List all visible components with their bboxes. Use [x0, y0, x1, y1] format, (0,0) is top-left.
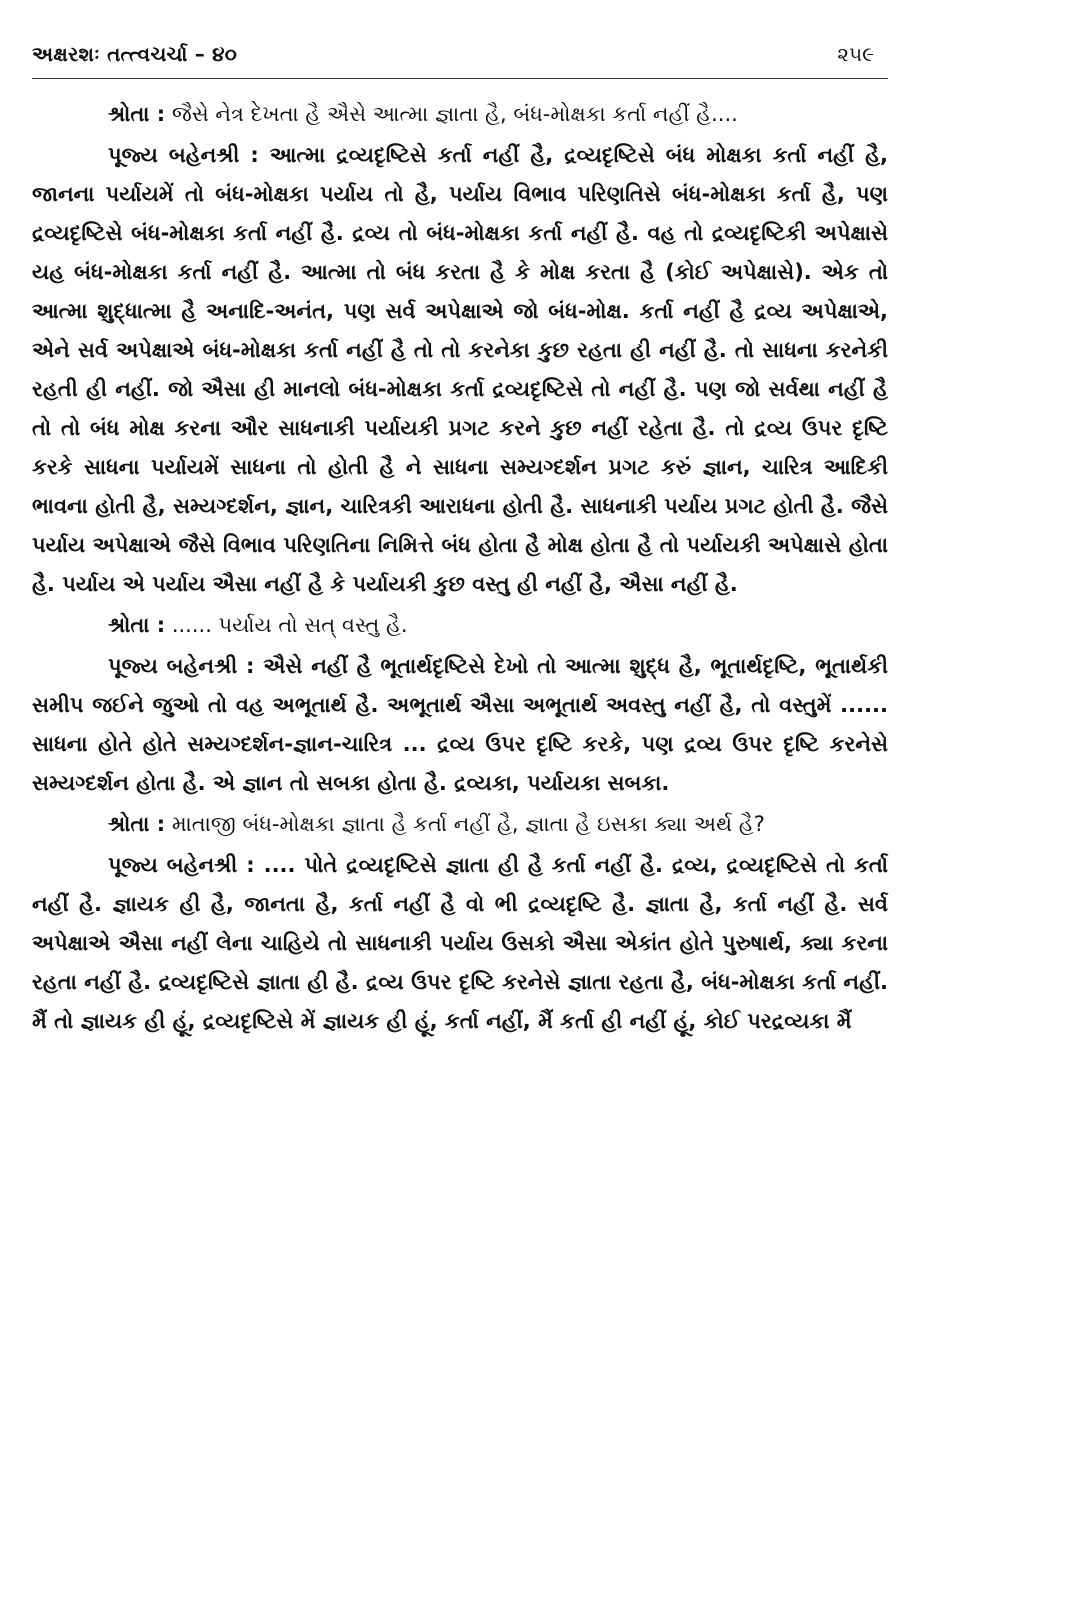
paragraph-behenshri-3 — [32, 846, 888, 1041]
speaker-label: શ્રોતા : — [108, 812, 166, 836]
speaker-label: શ્રોતા : — [108, 613, 166, 637]
page-body — [32, 95, 888, 1041]
paragraph-listener-3 — [32, 805, 888, 844]
paragraph-behenshri-2 — [32, 647, 888, 803]
paragraph-text: .... પોતે દ્રવ્યદૃષ્ટિસે જ્ઞાતા હી હૈ કર્તા નહીં હૈ. દ્રવ્ય, દ્રવ્યદૃષ્ટિસે તો કર્તા નહીં હૈ. જ્ઞાયક હી હૈ, જાનતા હૈ, કર્તા નહીં હૈ વો ભી દ્રવ્યદૃષ્ટિ હૈ. જ્ઞાતા હૈ, કર્તા નહીં હૈ. સર્વ અપેક્ષાએ ઐસા નહીં લેના ચાહિયે તો સાધનાકી પર્યાય ઉસકો ઐસા એકાંત હોતે પુરુષાર્થ, ક્યા કરના રહતા નહીં હૈ. દ્રવ્યદૃષ્ટિસે જ્ઞાતા હી હૈ. દ્રવ્ય ઉપર દૃષ્ટિ કરનેસે જ્ઞાતા રહતા હૈ, બંધ-મોક્ષકા કર્તા નહીં. મૈં તો જ્ઞાયક હી હૂં, દ્રવ્યદૃષ્ટિસે મેં જ્ઞાયક હી હૂં, કર્તા નહીં, મૈં કર્તા હી નહીં હૂં, કોઈ પરદ્રવ્યકા મૈં — [32, 853, 888, 1033]
paragraph-listener-2 — [32, 606, 888, 645]
paragraph-text: ઐસે નહીં હૈ ભૂતાર્થદૃષ્ટિસે દેખો તો આત્મા શુદ્ધ હૈ, ભૂતાર્થદૃષ્ટિ, ભૂતાર્થકી સમીપ જઈને જુઓ તો વહ અભૂતાર્થ હૈ. અભૂતાર્થ ઐસા અભૂતાર્થ અવસ્તુ નહીં હૈ, તો વસ્તુમેં ...... સાધના હોતે હોતે સમ્યગ્દર્શન-જ્ઞાન-ચારિત્ર ... દ્રવ્ય ઉપર દૃષ્ટિ કરકે, પણ દ્રવ્ય ઉપર દૃષ્ટિ કરનેસે સમ્યગ્દર્શન હોતા હૈ. એ જ્ઞાન તો સબકા હોતા હૈ. દ્રવ્યકા, પર્યાયકા સબકા. — [32, 654, 888, 795]
paragraph-text: આત્મા દ્રવ્યદૃષ્ટિસે કર્તા નહીં હૈ, દ્રવ્યદૃષ્ટિસે બંધ મોક્ષકા કર્તા નહીં હૈ, જાનના પર્યાયમેં તો બંધ-મોક્ષકા પર્યાય તો હૈ, પર્યાય વિભાવ પરિણતિસે બંધ-મોક્ષકા કર્તા હૈ, પણ દ્રવ્યદૃષ્ટિસે બંધ-મોક્ષકા કર્તા નહીં હૈ. દ્રવ્ય તો બંધ-મોક્ષકા કર્તા નહીં હૈ. વહ તો દ્રવ્યદૃષ્ટિકી અપેક્ષાસે યહ બંધ-મોક્ષકા કર્તા નહીં હૈ. આત્મા તો બંધ કરતા હૈ કે મોક્ષ કરતા હૈ (કોઈ અપેક્ષાસે). એક તો આત્મા શુદ્ધાત્મા હૈ અનાદિ-અનંત, પણ સર્વ અપેક્ષાએ જો બંધ-મોક્ષ. કર્તા નહીં હૈ દ્રવ્ય અપેક્ષાએ, એને સર્વ અપેક્ષાએ બંધ-મોક્ષકા કર્તા નહીં હૈ તો તો કરનેકા કુછ રહતા હી નહીં હૈ. તો સાધના કરનેકી રહતી હી નહીં. જો ઐસા હી માનલો બંધ-મોક્ષકા કર્તા દ્રવ્યદૃષ્ટિસે તો નહીં હૈ. પણ જો સર્વથા નહીં હૈ તો તો બંધ મોક્ષ કરના ઔર સાધનાકી પર્યાયકી પ્રગટ કરને કુછ નહીં રહેતા હૈ. તો દ્રવ્ય ઉપર દૃષ્ટિ કરકે સાધના પર્યાયમેં સાધના તો હોતી હૈ ને સાધના સમ્યગ્દર્શન પ્રગટ કરું જ્ઞાન, ચારિત્ર આદિકી ભાવના હોતી હૈ, સમ્યગ્દર્શન, જ્ઞાન, ચારિત્રકી આરાધના હોતી હૈ. સાધનાકી પર્યાય પ્રગટ હોતી હૈ. જૈસે પર્યાય અપેક્ષાએ જૈસે વિભાવ પરિણતિના નિમિત્તે બંધ હોતા હૈ મોક્ષ હોતા હૈ તો પર્યાયકી અપેક્ષાસે હોતા હૈ. પર્યાય એ પર્યાય ઐસા નહીં હૈ કે પર્યાયકી કુછ વસ્તુ હી નહીં હૈ, ઐસા નહીં હૈ. — [32, 143, 888, 596]
paragraph-behenshri-1 — [32, 136, 888, 604]
speaker-label: પૂજ્ય બહેનશ્રી : — [108, 143, 259, 167]
paragraph-text: જૈસે નેત્ર દેખતા હૈ ઐસે આત્મા જ્ઞાતા હૈ, બંધ-મોક્ષકા કર્તા નહીં હૈ.... — [165, 102, 738, 126]
page-number: ૨૫૯ — [837, 42, 874, 66]
paragraph-text: ...... પર્યાય તો સત્ વસ્તુ હૈ. — [165, 613, 408, 637]
speaker-label: પૂજ્ય બહેનશ્રી : — [108, 853, 255, 877]
running-header — [32, 40, 888, 79]
speaker-label: પૂજ્ય બહેનશ્રી : — [108, 654, 255, 678]
document-page — [32, 40, 888, 1043]
speaker-label: શ્રોતા : — [108, 102, 166, 126]
paragraph-listener-1 — [32, 95, 888, 134]
running-title: અક્ષરશઃ તત્ત્વચર્ચા – ૪૦ — [32, 42, 237, 66]
paragraph-text: માતાજી બંધ-મોક્ષકા જ્ઞાતા હૈ કર્તા નહીં હૈ, જ્ઞાતા હૈ ઇસકા ક્યા અર્થ હૈ? — [165, 812, 765, 836]
